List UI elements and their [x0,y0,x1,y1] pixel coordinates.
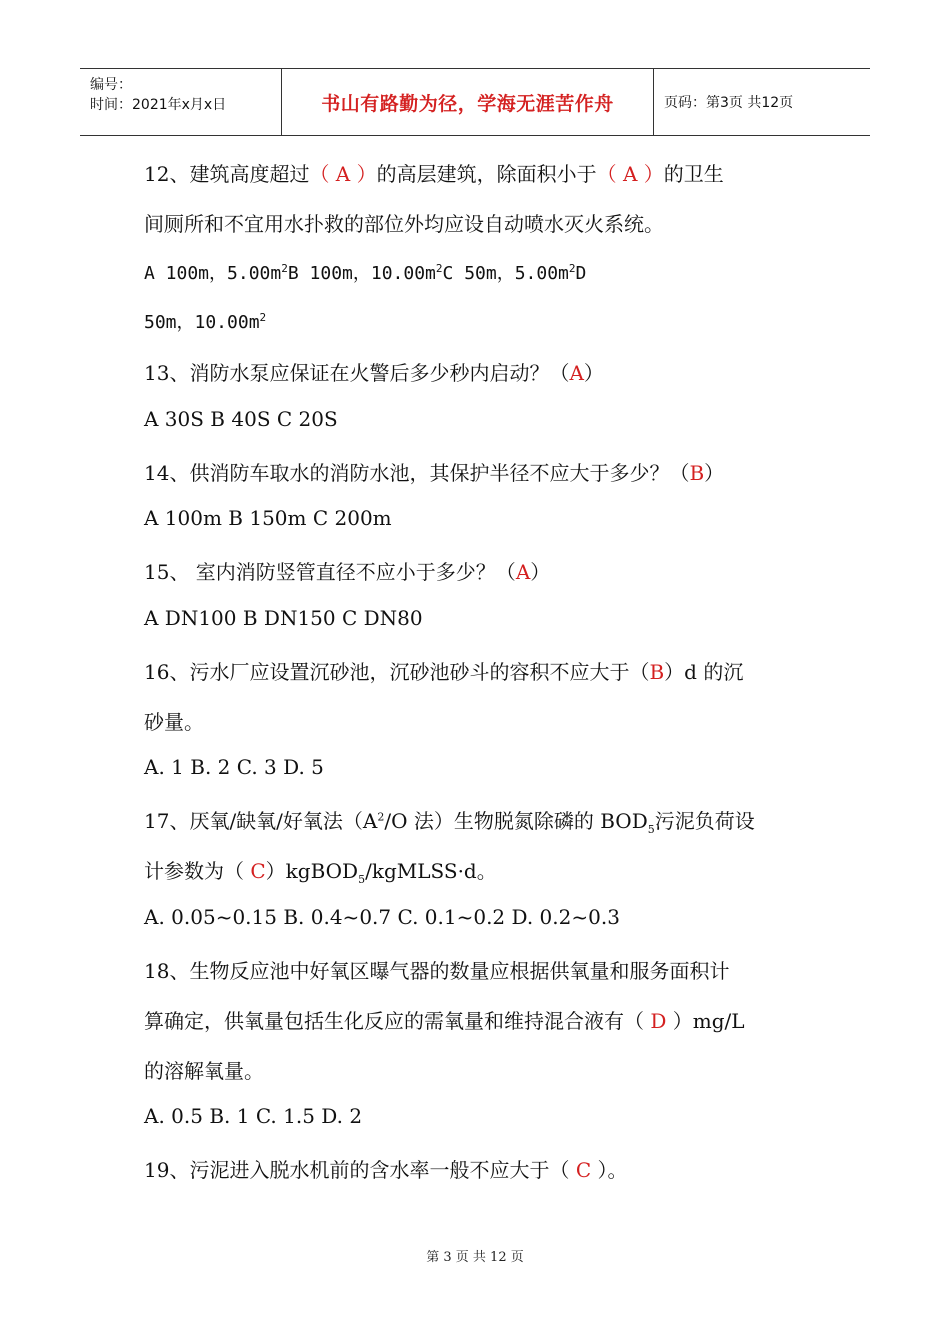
answer-mark: A [569,361,584,385]
answer-mark: （ A ） [596,162,664,186]
superscript: 2 [259,311,267,324]
text-segment: 18、生物反应池中好氧区曝气器的数量应根据供氧量和服务面积计 [144,959,730,983]
text-segment: 算确定，供氧量包括生化反应的需氧量和维持混合液有（ [144,1009,651,1033]
question-text-line [144,855,497,886]
question-text-line [144,805,755,836]
question-text-line [144,656,743,685]
text-segment: A 30S B 40S C 20S [144,407,338,431]
question-text-line [144,208,664,237]
text-segment: 间厕所和不宜用水扑救的部位外均应设自动喷水灭火系统。 [144,212,664,236]
options-line [144,407,338,431]
text-segment: 16、污水厂应设置沉砂池，沉砂池砂斗的容积不应大于（ [144,660,650,684]
text-segment: A. 0.5 B. 1 C. 1.5 D. 2 [144,1104,363,1128]
text-segment: C 50m，5.00m [442,263,569,284]
text-segment: 的高层建筑，除面积小于 [376,162,597,186]
question-text-line [144,706,204,735]
superscript: 2 [281,262,288,275]
options-line [144,606,423,630]
answer-mark: D [650,1009,667,1033]
options-line [144,506,392,530]
page-header [80,68,870,136]
question-text-line [144,1005,745,1034]
superscript: 2 [435,262,443,275]
header-page-info: 页码：第3页 共12页 [664,95,794,111]
subscript: 5 [358,873,366,886]
text-segment: ） [704,461,725,485]
answer-mark: B [649,660,665,684]
superscript: 2 [568,262,576,275]
question-text-line [144,357,604,386]
header-motto: 书山有路勤为径，学海无涯苦作舟 [282,69,654,135]
page-footer: 第 3 页 共 12 页 [426,1250,524,1265]
text-segment: 17、厌氧/缺氧/好氧法（A [144,809,378,833]
text-segment: 的溶解氧量。 [144,1059,264,1083]
answer-mark: B [689,461,705,485]
text-segment: 15、 室内消防竖管直径不应小于多少？（ [144,560,516,584]
answer-mark: A [515,560,531,584]
text-segment: 计参数为（ [144,859,251,883]
options-line [144,755,324,779]
text-segment: /kgMLSS·d。 [365,859,497,883]
text-segment: A 100m B 150m C 200m [144,506,392,530]
text-segment: ） [530,560,551,584]
text-segment: A. 0.05~0.15 B. 0.4~0.7 C. 0.1~0.2 D. 0.2~0.3 [144,905,620,929]
question-text-line [144,1055,264,1084]
answer-mark: （ A ） [309,162,377,186]
text-segment: ）mg/L [666,1009,745,1033]
text-segment: 14、供消防车取水的消防水池，其保护半径不应大于多少？（ [144,461,690,485]
text-segment: 13、消防水泵应保证在火警后多少秒内启动？（ [144,361,570,385]
text-segment: A. 1 B. 2 C. 3 D. 5 [144,755,324,779]
question-text-line [144,955,729,984]
text-segment: A DN100 B DN150 C DN80 [144,606,423,630]
text-segment: D [575,263,587,284]
question-text-line [144,1154,627,1183]
text-segment: 50m，10.00m [144,312,260,333]
options-line [144,905,620,929]
answer-mark: C [575,1158,592,1182]
question-text-line [144,158,724,187]
text-segment: 19、污泥进入脱水机前的含水率一般不应大于（ [144,1158,576,1182]
text-segment: ）d 的沉 [664,660,744,684]
number-label: 编号： [90,77,132,93]
text-segment: ） [583,361,604,385]
header-meta [80,69,282,135]
superscript: 2 [377,810,385,824]
text-segment: ）kgBOD [265,859,359,883]
options-line [144,259,586,285]
answer-mark: C [250,859,266,883]
text-segment: 砂量。 [144,710,204,734]
time-label: 时间：2021年x月x日 [90,97,227,113]
text-segment: /O 法）生物脱氮除磷的 BOD [384,809,648,833]
text-segment: A 100m，5.00m [144,263,282,284]
text-segment: 的卫生 [663,162,724,186]
text-segment: 12、建筑高度超过 [144,162,310,186]
question-text-line [144,457,724,486]
text-segment: ）。 [591,1158,628,1182]
text-segment: 污泥负荷设 [654,809,755,833]
options-line [144,1104,362,1128]
options-line [144,308,266,334]
question-text-line [144,556,550,585]
subscript: 5 [647,823,655,836]
text-segment: B 100m，10.00m [287,263,436,284]
